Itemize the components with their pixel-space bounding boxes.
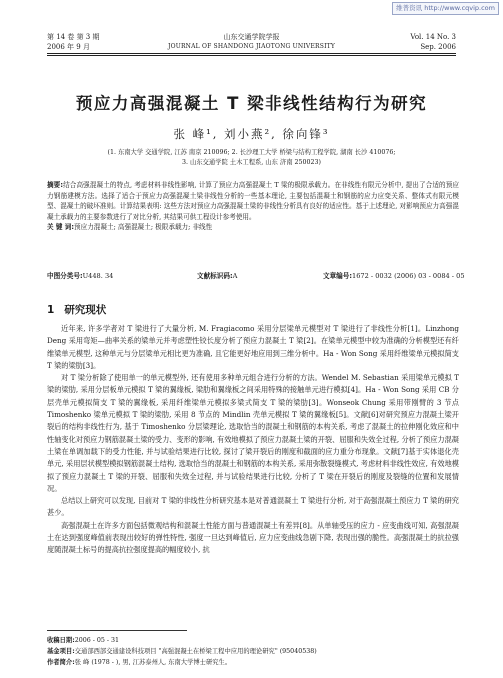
abstract [47,180,459,222]
footnote-rule [47,630,187,631]
clc-value: U448. 34 [82,272,114,280]
date-en: Sep. 2006 [420,43,456,51]
watermark: 维普资讯 http://www.cqvip.com [392,2,499,15]
doc-label: 文献标识码: [197,272,233,280]
doc-code [197,270,237,280]
article-label: 文章编号: [323,272,353,280]
abstract-block [47,180,459,233]
section-title: 研究现状 [64,304,107,316]
author-value: 张 峰 (1978 - ), 男, 江苏泰州人, 东南大学博士研究生。 [74,659,232,666]
header-rule [47,53,456,54]
author-label: 作者简介: [47,659,75,666]
journal-name-en: JOURNAL OF SHANDONG JIAOTONG UNIVERSITY [167,43,336,50]
received-label: 收稿日期: [47,637,75,644]
received-value: 2006 - 05 - 31 [74,637,120,644]
article-value: 1672 - 0032 (2006) 03 - 0084 - 05 [352,272,465,280]
authors: 张 峰¹, 刘小燕², 徐向锋³ [173,127,330,141]
body-text [47,323,459,557]
clc-label: 中图分类号: [47,272,83,280]
affiliation-line-2: 3. 山东交通学院 土木工程系, 山东 济南 250023) [182,159,321,166]
header-rule-thin [47,55,456,56]
volume-en: Vol. 14 No. 3 [410,33,456,41]
doc-value: A [232,272,238,280]
article-number [323,270,465,280]
affiliation-line-1: (1. 东南大学 交通学院, 江苏 南京 210096; 2. 长沙理工大学 桥梁与结构工程学院, 湖南 长沙 410076; [107,149,396,156]
volume-issue: 第 14 卷 第 3 期 [47,33,100,41]
journal-name-cn: 山东交通学院学报 [223,33,280,41]
paragraph-3: 总结以上研究可以发现, 目前对 T 梁的非线性分析研究基本是对普通混凝土 T 梁进行分析, 对于高强混凝土预应力 T 梁的研究甚少。 [47,496,459,518]
keywords-text: 预应力混凝土; 高强混凝土; 极限承载力; 非线性 [74,223,213,232]
fund-label: 基金项目: [47,648,75,655]
clc-code [47,270,113,280]
fund-value: 交通部西部交通建设科技项目 "高强混凝土在桥梁工程中应用的理论研究" (95040538) [74,648,317,655]
keywords-label: 关 键 词: [47,223,75,232]
paper-title: 预应力高强混凝土 T 梁非线性结构行为研究 [75,94,428,113]
abstract-text: 结合高强混凝土的特点, 考虑材料非线性影响, 计算了预应力高强混凝土 T 梁的极限承载力。在非线性有限元分析中, 提出了合适的预应力钢筋建模方法。选择了适合于预应力高强混凝土梁非线性分析的一些基本理论, 主要包括混凝土和钢筋的应力应变关系、整体式有限元模型、混凝土的破坏准则。计算结果表明: 这些方法对预应力高强混凝土梁的非线性分析具有良好的适应性。基于上述理论, 对影响预应力高强混凝土承载力的主要参数进行了对比分析, 其结果可供工程设计参考使用。 [47,181,459,221]
footnote-author [47,658,467,668]
section-number: 1 [47,304,55,316]
footnote-fund [47,647,467,657]
paragraph-1: 近年来, 许多学者对 T 梁进行了大量分析, M. Fragiacomo 采用分层梁单元模型对 T 梁进行了非线性分析[1]。Linzhong Deng 采用弯矩—曲率关系的梁单元并考虑塑性铰长度分析了预应力混凝土 T 梁[2]。在梁单元模型中较为准确的分析模型还有纤维梁单元模型, 这种单元与分层梁单元相比更为准确, 且它能更好地应用到三维分析中。Ha - Won Song 采用纤维梁单元模拟简支 T 梁的梁肋[3]。 [47,324,459,370]
issue-date: 2006 年 9 月 [47,43,90,51]
classification-line [47,270,465,280]
abstract-label: 摘要: [47,181,64,189]
section-heading [47,302,106,317]
paragraph-2: 对 T 梁分析除了使用单一的单元模型外, 还有使用多种单元组合进行分析的方法。Wendel M. Sebastian 采用梁单元模拟 T 梁的梁肋, 采用分层板单元模拟 T 梁的翼缘板, 梁肋和翼缘板之间采用特殊的接触单元进行模拟[4]。Ha - Won Song 采用 CB 分层壳单元模拟简支 T 梁的翼缘板, 采用纤维梁单元模拟多梁式简支 T 梁的梁肋[3]。Wonseok Chung 采用带刚臂的 3 节点 Timoshenko 梁单元模拟 T 梁的梁肋, 采用 8 节点的 Mindlin 壳单元模拟 T 梁的翼缘板[5]。文献[6]对研究预应力混凝土梁开裂后的结构非线性行为, 基于 Timoshenko 分层梁理论, 选取恰当的混凝土和钢筋的本构关系, 考虑了混凝土的拉伸刚化效应和中性轴变化对预应力钢筋混凝土梁的受力、变形的影响, 有效地模拟了预应力混凝土梁的开裂、屈服和失效全过程, 分析了预应力混凝土梁在单调加载下的受力性能, 并与试验结果进行比较, 探讨了梁开裂后的刚度和截面的应力重分布现象。文献[7]基于实体退化壳单元, 采用层状模型模拟钢筋混凝土结构, 选取恰当的混凝土和钢筋的本构关系, 采用弥散裂缝模式, 考虑材料非线性效应, 有效地模拟了预应力混凝土 T 梁的开裂、屈服和失效全过程, 并与试验结果进行比较, 分析了 T 梁在开裂后的刚度及裂缝的位置和发展情况。 [47,373,459,493]
footnote-received [47,636,467,646]
paragraph-4: 高强混凝土在许多方面包括微观结构和混凝土性能方面与普通混凝土有差异[8]。从单轴受压的应力 - 应变曲线可知, 高强混凝土在达到强度峰值前表现出较好的弹性特性, 强度一旦达到峰值后, 应力应变曲线急剧下降, 表现出强的脆性。高强混凝土的抗拉强度随混凝土标号的提高抗拉强度提高的幅度较小, 抗 [47,520,459,555]
keywords [47,222,459,233]
